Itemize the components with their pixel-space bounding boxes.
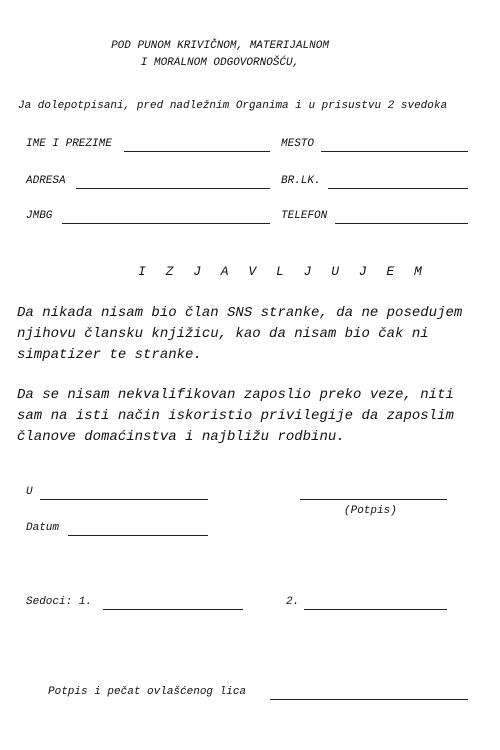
address-field-line[interactable] bbox=[76, 188, 270, 189]
idcard-field-line[interactable] bbox=[328, 188, 468, 189]
date-label: Datum bbox=[26, 522, 60, 534]
signature-label: (Potpis) bbox=[344, 505, 397, 517]
paragraph-2-line-2: sam na isti način iskoristio privilegije da zaposlim bbox=[17, 408, 454, 424]
date-field-line[interactable] bbox=[68, 535, 208, 536]
jmbg-field-line[interactable] bbox=[62, 223, 270, 224]
official-signature-line[interactable] bbox=[270, 699, 468, 700]
witness-2-label: 2. bbox=[286, 596, 300, 608]
signature-line[interactable] bbox=[300, 499, 447, 500]
phone-field-line[interactable] bbox=[335, 223, 468, 224]
paragraph-2-line-1: Da se nisam nekvalifikovan zaposlio preko veze, niti bbox=[17, 387, 454, 403]
witness-2-line[interactable] bbox=[304, 609, 447, 610]
intro-text: Ja dolepotpisani, pred nadležnim Organima i u prisustvu 2 svedoka bbox=[18, 100, 448, 112]
phone-label: TELEFON bbox=[281, 210, 328, 222]
paragraph-1-line-2: njihovu člansku knjižicu, kao da nisam bio čak ni bbox=[17, 326, 429, 342]
name-label: IME I PREZIME bbox=[26, 138, 112, 150]
header-line-1: POD PUNOM KRIVIČNOM, MATERIJALNOM bbox=[111, 40, 329, 52]
paragraph-1-line-1: Da nikada nisam bio član SNS stranke, da ne posedujem bbox=[17, 305, 463, 321]
idcard-label: BR.LK. bbox=[281, 175, 321, 187]
declaration-title: I Z J A V L J U J E M bbox=[138, 264, 428, 279]
address-label: ADRESA bbox=[26, 175, 66, 187]
paragraph-1-line-3: simpatizer te stranke. bbox=[17, 347, 202, 363]
header-line-2: I MORALNOM ODGOVORNOŠĆU, bbox=[140, 57, 300, 69]
official-signature-label: Potpis i pečat ovlašćenog lica bbox=[48, 686, 247, 698]
name-field-line[interactable] bbox=[124, 151, 270, 152]
place-u-field-line[interactable] bbox=[40, 499, 208, 500]
jmbg-label: JMBG bbox=[26, 210, 53, 222]
witness-1-line[interactable] bbox=[103, 609, 243, 610]
place-label: MESTO bbox=[281, 138, 315, 150]
place-field-line[interactable] bbox=[321, 151, 468, 152]
place-u-label: U bbox=[26, 486, 33, 498]
witnesses-label: Sedoci: 1. bbox=[26, 596, 93, 608]
paragraph-2-line-3: članove domaćinstva i najbližu rodbinu. bbox=[17, 429, 345, 445]
